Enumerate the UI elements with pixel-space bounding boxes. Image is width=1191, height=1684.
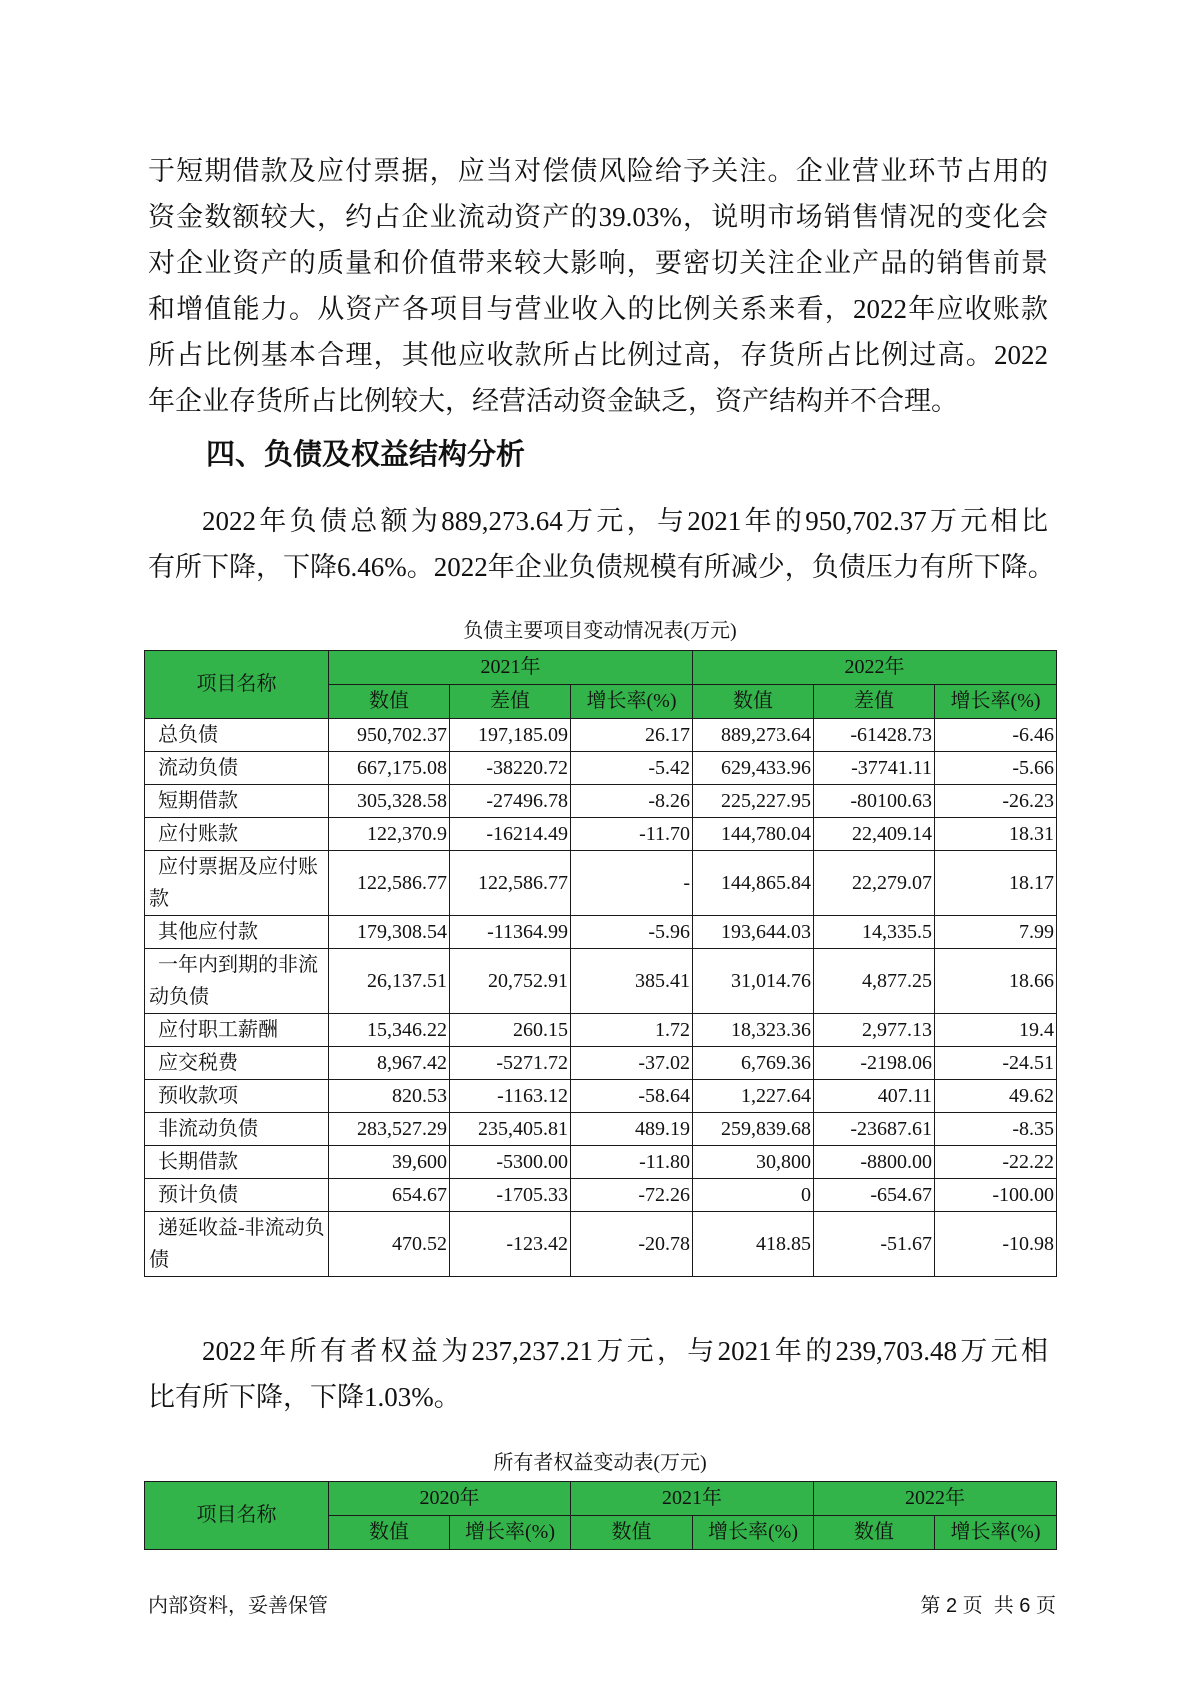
cell-diff-2021: -1705.33	[450, 1179, 571, 1212]
cell-value-2022: 0	[693, 1179, 814, 1212]
paragraph-line: 比有所下降，下降1.03%。	[148, 1382, 461, 1412]
table-row	[145, 719, 1057, 752]
cell-item-name: 一年内到期的非流动负债	[145, 949, 329, 1014]
paragraph-line: 2022年所有者权益为237,237.21万元，与2021年的239,703.48万元相	[202, 1336, 1048, 1366]
cell-value-2022: 144,865.84	[693, 851, 814, 916]
cell-value-2022: 18,323.36	[693, 1014, 814, 1047]
cell-value-2021: 470.52	[329, 1212, 450, 1277]
footer-page-number: 第 2 页 共 6 页	[920, 1595, 1056, 1617]
cell-diff-2021: 260.15	[450, 1014, 571, 1047]
cell-item-name: 应付账款	[145, 818, 329, 851]
cell-value-2021: 654.67	[329, 1179, 450, 1212]
cell-value-2022: 889,273.64	[693, 719, 814, 752]
table-row	[145, 818, 1057, 851]
liability-table-body	[145, 719, 1057, 1277]
cell-value-2021: 283,527.29	[329, 1113, 450, 1146]
cell-value-2021: 820.53	[329, 1080, 450, 1113]
header-year-2022: 2022年	[814, 1482, 1057, 1516]
cell-diff-2021: 20,752.91	[450, 949, 571, 1014]
cell-diff-2022: 22,279.07	[814, 851, 935, 916]
table-row	[145, 916, 1057, 949]
header-year-2022: 2022年	[693, 651, 1057, 685]
cell-diff-2021: -11364.99	[450, 916, 571, 949]
cell-value-2021: 305,328.58	[329, 785, 450, 818]
cell-item-name: 应交税费	[145, 1047, 329, 1080]
cell-growth-2021: -72.26	[571, 1179, 693, 1212]
cell-value-2021: 39,600	[329, 1146, 450, 1179]
cell-diff-2021: -27496.78	[450, 785, 571, 818]
header-col-growth: 增长率(%)	[935, 685, 1057, 719]
cell-growth-2022: 18.17	[935, 851, 1057, 916]
cell-diff-2021: -5271.72	[450, 1047, 571, 1080]
cell-diff-2022: -61428.73	[814, 719, 935, 752]
footer-confidential-note: 内部资料，妥善保管	[148, 1595, 328, 1617]
cell-growth-2021: -11.70	[571, 818, 693, 851]
header-row	[145, 651, 1057, 685]
header-col-growth: 增长率(%)	[571, 685, 693, 719]
cell-value-2022: 418.85	[693, 1212, 814, 1277]
cell-item-name: 应付职工薪酬	[145, 1014, 329, 1047]
header-col-diff: 差值	[814, 685, 935, 719]
cell-diff-2022: -654.67	[814, 1179, 935, 1212]
cell-value-2021: 667,175.08	[329, 752, 450, 785]
cell-value-2021: 8,967.42	[329, 1047, 450, 1080]
table-row	[145, 1047, 1057, 1080]
equity-table	[144, 1481, 1057, 1550]
table-row	[145, 1014, 1057, 1047]
cell-value-2021: 950,702.37	[329, 719, 450, 752]
cell-growth-2021: -20.78	[571, 1212, 693, 1277]
table-row	[145, 785, 1057, 818]
cell-value-2022: 144,780.04	[693, 818, 814, 851]
header-col-value: 数值	[814, 1516, 935, 1550]
liability-table	[144, 650, 1057, 1277]
cell-value-2022: 629,433.96	[693, 752, 814, 785]
liability-table-caption: 负债主要项目变动情况表(万元)	[463, 620, 737, 642]
header-col-value: 数值	[693, 685, 814, 719]
cell-growth-2022: -8.35	[935, 1113, 1057, 1146]
paragraph-line: 所占比例基本合理，其他应收款所占比例过高，存货所占比例过高。2022	[148, 340, 1048, 370]
table-row	[145, 1179, 1057, 1212]
cell-growth-2022: -10.98	[935, 1212, 1057, 1277]
cell-diff-2022: 22,409.14	[814, 818, 935, 851]
header-year-2020: 2020年	[329, 1482, 571, 1516]
cell-growth-2021: -58.64	[571, 1080, 693, 1113]
cell-value-2022: 1,227.64	[693, 1080, 814, 1113]
table-row	[145, 1212, 1057, 1277]
paragraph-line: 年企业存货所占比例较大，经营活动资金缺乏，资产结构并不合理。	[148, 386, 958, 416]
cell-item-name: 短期借款	[145, 785, 329, 818]
cell-diff-2021: -16214.49	[450, 818, 571, 851]
liability-table-header	[145, 651, 1057, 719]
cell-growth-2021: -11.80	[571, 1146, 693, 1179]
cell-item-name: 应付票据及应付账款	[145, 851, 329, 916]
table-row	[145, 949, 1057, 1014]
cell-growth-2022: -6.46	[935, 719, 1057, 752]
cell-diff-2021: -5300.00	[450, 1146, 571, 1179]
cell-item-name: 长期借款	[145, 1146, 329, 1179]
paragraph-line: 有所下降，下降6.46%。2022年企业负债规模有所减少，负债压力有所下降。	[148, 552, 1055, 582]
cell-growth-2021: -	[571, 851, 693, 916]
header-col-value: 数值	[571, 1516, 693, 1550]
cell-diff-2021: -123.42	[450, 1212, 571, 1277]
cell-growth-2022: -100.00	[935, 1179, 1057, 1212]
cell-growth-2021: 385.41	[571, 949, 693, 1014]
cell-growth-2021: 1.72	[571, 1014, 693, 1047]
header-col-value: 数值	[329, 1516, 450, 1550]
cell-diff-2022: 407.11	[814, 1080, 935, 1113]
cell-value-2022: 193,644.03	[693, 916, 814, 949]
paragraph-line: 和增值能力。从资产各项目与营业收入的比例关系来看，2022年应收账款	[148, 294, 1048, 324]
equity-table-header	[145, 1482, 1057, 1550]
cell-value-2021: 122,370.9	[329, 818, 450, 851]
cell-value-2022: 6,769.36	[693, 1047, 814, 1080]
cell-growth-2021: -5.42	[571, 752, 693, 785]
cell-growth-2022: -5.66	[935, 752, 1057, 785]
cell-growth-2022: 7.99	[935, 916, 1057, 949]
cell-value-2021: 122,586.77	[329, 851, 450, 916]
cell-growth-2022: -22.22	[935, 1146, 1057, 1179]
cell-diff-2022: 4,877.25	[814, 949, 935, 1014]
paragraph-line: 对企业资产的质量和价值带来较大影响，要密切关注企业产品的销售前景	[148, 248, 1048, 278]
cell-value-2021: 179,308.54	[329, 916, 450, 949]
table-row	[145, 851, 1057, 916]
cell-item-name: 预收款项	[145, 1080, 329, 1113]
header-col-growth: 增长率(%)	[693, 1516, 814, 1550]
cell-growth-2022: 18.31	[935, 818, 1057, 851]
table-row	[145, 1146, 1057, 1179]
header-col-value: 数值	[329, 685, 450, 719]
equity-table-caption: 所有者权益变动表(万元)	[493, 1452, 707, 1474]
cell-diff-2021: 235,405.81	[450, 1113, 571, 1146]
cell-diff-2022: 2,977.13	[814, 1014, 935, 1047]
cell-item-name: 总负债	[145, 719, 329, 752]
cell-growth-2021: 26.17	[571, 719, 693, 752]
cell-item-name: 其他应付款	[145, 916, 329, 949]
table-row	[145, 1080, 1057, 1113]
section-heading: 四、负债及权益结构分析	[206, 439, 526, 471]
cell-value-2021: 26,137.51	[329, 949, 450, 1014]
header-year-2021: 2021年	[329, 651, 693, 685]
cell-value-2022: 30,800	[693, 1146, 814, 1179]
header-year-2021: 2021年	[571, 1482, 814, 1516]
intro-paragraph	[148, 148, 1048, 424]
cell-diff-2021: -1163.12	[450, 1080, 571, 1113]
cell-growth-2022: -26.23	[935, 785, 1057, 818]
cell-item-name: 递延收益-非流动负债	[145, 1212, 329, 1277]
cell-item-name: 非流动负债	[145, 1113, 329, 1146]
header-col-growth: 增长率(%)	[450, 1516, 571, 1550]
cell-item-name: 流动负债	[145, 752, 329, 785]
cell-growth-2022: 19.4	[935, 1014, 1057, 1047]
cell-diff-2021: -38220.72	[450, 752, 571, 785]
cell-diff-2022: -23687.61	[814, 1113, 935, 1146]
cell-growth-2022: 18.66	[935, 949, 1057, 1014]
cell-growth-2022: -24.51	[935, 1047, 1057, 1080]
cell-diff-2021: 122,586.77	[450, 851, 571, 916]
header-col-diff: 差值	[450, 685, 571, 719]
cell-diff-2022: -37741.11	[814, 752, 935, 785]
paragraph-line: 于短期借款及应付票据，应当对偿债风险给予关注。企业营业环节占用的	[148, 156, 1048, 186]
cell-growth-2021: -37.02	[571, 1047, 693, 1080]
cell-growth-2022: 49.62	[935, 1080, 1057, 1113]
cell-value-2022: 225,227.95	[693, 785, 814, 818]
cell-diff-2022: -8800.00	[814, 1146, 935, 1179]
cell-item-name: 预计负债	[145, 1179, 329, 1212]
cell-diff-2021: 197,185.09	[450, 719, 571, 752]
table-row	[145, 1113, 1057, 1146]
cell-value-2022: 259,839.68	[693, 1113, 814, 1146]
header-row	[145, 1482, 1057, 1516]
cell-diff-2022: -2198.06	[814, 1047, 935, 1080]
table-row	[145, 752, 1057, 785]
cell-growth-2021: 489.19	[571, 1113, 693, 1146]
header-item-name: 项目名称	[145, 651, 329, 719]
cell-diff-2022: 14,335.5	[814, 916, 935, 949]
cell-diff-2022: -80100.63	[814, 785, 935, 818]
liability-summary-paragraph	[148, 498, 1055, 590]
cell-value-2022: 31,014.76	[693, 949, 814, 1014]
header-col-growth: 增长率(%)	[935, 1516, 1057, 1550]
cell-growth-2021: -5.96	[571, 916, 693, 949]
header-item-name: 项目名称	[145, 1482, 329, 1550]
cell-growth-2021: -8.26	[571, 785, 693, 818]
equity-summary-paragraph	[148, 1328, 1048, 1420]
paragraph-line: 资金数额较大，约占企业流动资产的39.03%，说明市场销售情况的变化会	[148, 202, 1048, 232]
cell-value-2021: 15,346.22	[329, 1014, 450, 1047]
cell-diff-2022: -51.67	[814, 1212, 935, 1277]
paragraph-line: 2022年负债总额为889,273.64万元，与2021年的950,702.37万元相比	[202, 506, 1048, 536]
